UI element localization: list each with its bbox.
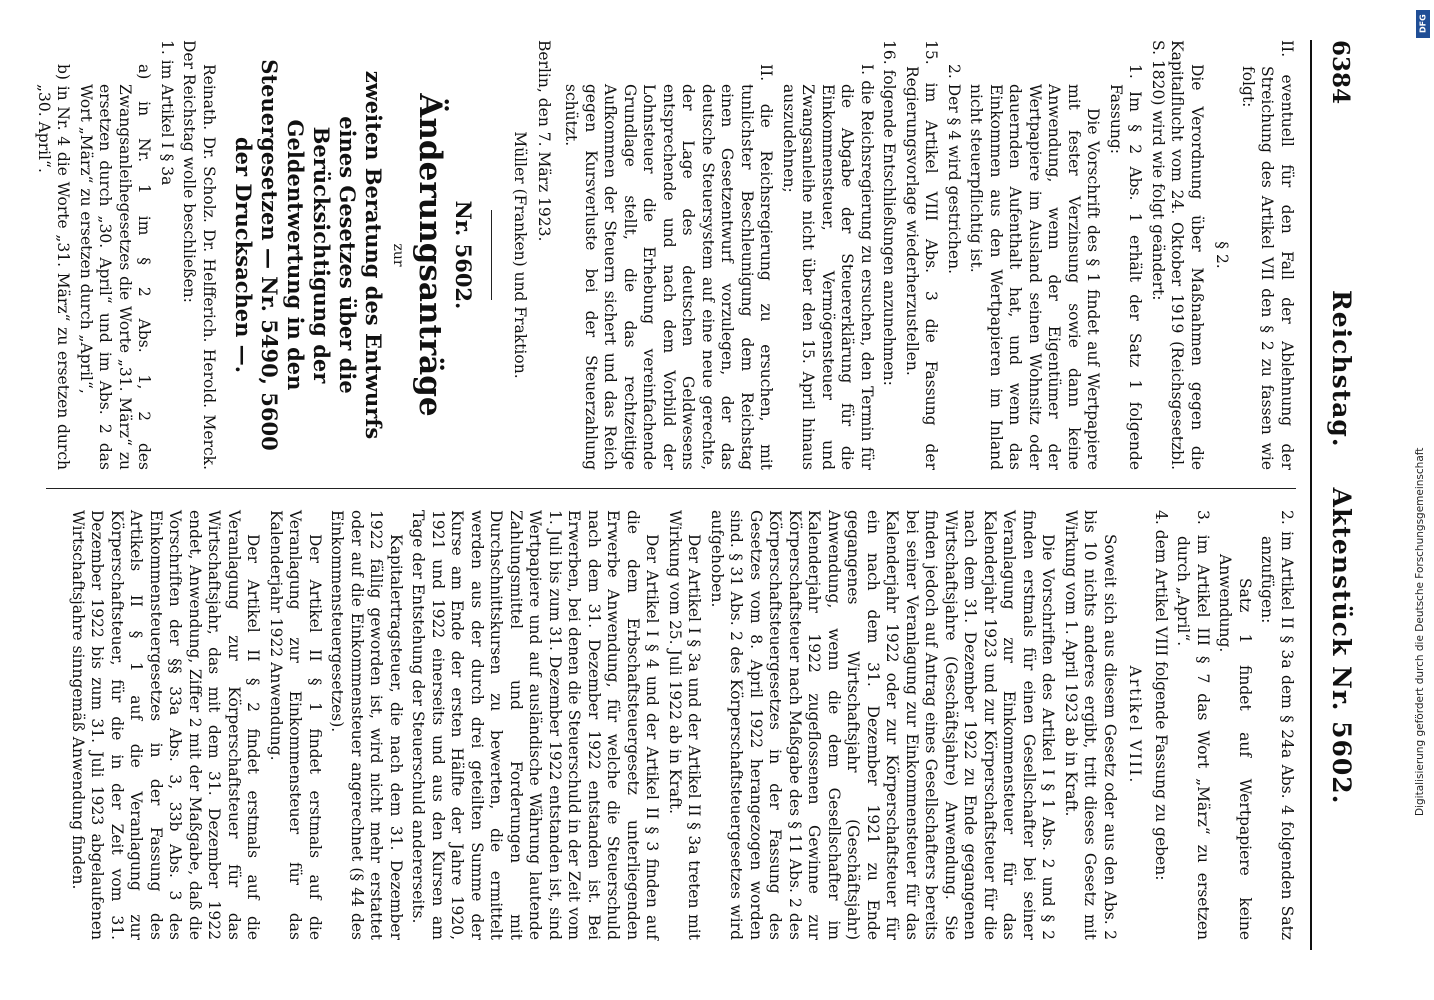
document-subtitle: zweiten Beratung des Entwurfs eines Gesetzes über die Berücksichtigung der Geldentwertung in den Steuergesetzen — Nr. 5490, 5600 der Drucksachen —. xyxy=(231,59,386,451)
column-divider xyxy=(46,488,1296,489)
page-header xyxy=(1310,40,1362,950)
left-column xyxy=(26,40,1296,470)
motion-intro: Reinath. Dr. Scholz. Dr. Helfferich. Herold. Merck. Der Reichstag wolle beschließen: xyxy=(180,40,218,470)
separator-rule xyxy=(491,210,492,300)
amendment-item: 4. dem Artikel VIII folgende Fassung zu geben: xyxy=(1152,510,1170,881)
document-title: Änderungsanträge xyxy=(412,93,449,417)
right-column xyxy=(26,510,1296,940)
page-number: 6384 xyxy=(1327,40,1354,105)
digitization-credit: Digitalisierung gefördert durch die Deutsche Forschungsgemeinschaft xyxy=(1414,447,1426,816)
article-paragraph: Kapitalertragsteuer, die nach dem 31. Dezember 1922 fällig geworden ist, wird nicht mehr erstattet oder auf die Einkommensteuer angerechnet (§ 44 des Einkommensteuergesetzes). xyxy=(328,510,405,940)
amendment-item: 16. folgende Entschließungen anzunehmen: xyxy=(880,40,899,386)
resolution-item: II. die Reichsregierung zu ersuchen, mit tunlichster Beschleunigung dem Reichstag einen Gesetzentwurf vorzulegen, der das deutsche Steuersystem auf eine neue gerechte, der Lage des deutschen Geldwesens entsprechende und nach dem Vorbild der Lohnsteuer die Erhebung vereinfachende Grundlage stellt, die das rechtzeitige Aufkommen der Steuern sichert und das Reich gegen Kursverluste bei der Steuerzahlung schützt. xyxy=(562,64,776,470)
amendment-item: 15. im Artikel VIII Abs. 3 die Fassung der Regierungsvorlage wiederherzustellen. xyxy=(903,40,941,470)
digitization-note xyxy=(1414,6,1434,996)
section-heading: § 2. xyxy=(1213,241,1232,269)
document-number: Aktenstück Nr. 5602. xyxy=(1327,487,1356,805)
motion-subitem: a) in Nr. 1 im § 2 Abs. 1, 2 des Zwangsanleihegesetzes die Worte „31. März“ zu ersetzen durch „30. April“ und im Abs. 2 das Wort „März“ zu ersetzen durch „April“, xyxy=(77,64,154,470)
motion-item: 1. im Artikel I § 3a xyxy=(158,40,176,186)
journal-title: Reichstag. xyxy=(1327,290,1356,448)
amendment-quote: Die Vorschrift des § 1 findet auf Wertpapiere mit fester Verzinsung sowie dann keine Anwendung, wenn der Eigentümer der Wertpapiere im Ausland seinen Wohnsitz oder dauernden Aufenthalt hat, und wenn das Einkommen aus den Wertpapieren im Inland nicht steuerpflichtig ist. xyxy=(967,84,1103,470)
article-paragraph: Die Vorschriften des Artikel I § 1 Abs. 2 und § 2 finden erstmals für einen Gesellschafter bei seiner Veranlagung zur Einkommensteuer für das Kalenderjahr 1923 und zur Körperschaftsteuer für die nach dem 31. Dezember 1922 zu Ende gegangenen Wirtschaftsjahre (Geschäftsjahre) Anwendung. Sie finden jedoch auf Antrag eines Gesellschafters bereits bei seiner Veranlagung zur Einkommensteuer für das Kalenderjahr 1922 oder zur Körperschaftsteuer für ein nach dem 31. Dezember 1921 zu Ende gegangenes Wirtschaftsjahr (Geschäftsjahr) Anwendung, wenn die dem Gesellschafter im Kalenderjahr 1922 zugeflossenen Gewinne zur Körperschaftsteuer nach Maßgabe des § 11 Abs. 2 des Körperschaftsteuergesetzes in der Fassung des Gesetzes vom 8. April 1922 herangezogen worden sind. § 31 Abs. 2 des Körperschaftsteuergesetzes wird aufgehoben. xyxy=(708,510,1058,940)
amendment-item: 3. im Artikel III § 7 das Wort „März“ zu ersetzen durch „April“. xyxy=(1174,510,1212,940)
article-heading: Artikel VIII. xyxy=(1126,665,1145,785)
document-number-heading: Nr. 5602. xyxy=(451,200,476,310)
resolution-item: I. die Reichsregierung zu ersuchen, den Termin für die Abgabe der Steuererklärung für die Einkommensteuer, Vermögensteuer und Zwangsanleihe nicht über den 15. April hinaus auszudehnen; xyxy=(780,64,876,470)
section-text: Die Verordnung über Maßnahmen gegen die Kapitalflucht vom 24. Oktober 1919 (Reichsgesetzbl. S. 1820) wird wie folgt geändert: xyxy=(1149,40,1206,470)
dfg-logo-icon: DFG xyxy=(1416,10,1430,38)
document-connector: zur xyxy=(390,243,407,267)
amendment-item: 2. im Artikel II § 3a dem § 24a Abs. 4 folgenden Satz anzufügen: xyxy=(1258,510,1296,940)
signature: Müller (Franken) und Fraktion. xyxy=(511,131,530,379)
article-paragraph: Der Artikel II § 2 findet erstmals auf die Veranlagung zur Körperschaftsteuer für das Wirtschaftsjahr, das mit dem 31. Dezember 1922 endet, Anwendung, Ziffer 2 mit der Maßgabe, daß die Vorschriften der §§ 33a Abs. 3, 33b Abs. 3 des Einkommensteuergesetzes in der Fassung des Artikels II § 1 auf die Veranlagung zur Körperschaftsteuer, für die in der Zeit vom 31. Dezember 1922 bis zum 31. Juli 1923 abgelaufenen Wirtschaftsjahre sinngemäß Anwendung finden. xyxy=(69,510,263,940)
date-line: Berlin, den 7. März 1923. xyxy=(535,40,553,242)
article-paragraph: Soweit sich aus diesem Gesetz oder aus den Abs. 2 bis 10 nichts anderes ergibt, tritt dieses Gesetz mit Wirkung vom 1. April 1923 ab in Kraft. xyxy=(1062,510,1119,940)
article-paragraph: Der Artikel II § 1 findet erstmals auf die Veranlagung zur Einkommensteuer für das Kalenderjahr 1922 Anwendung. xyxy=(267,510,324,940)
article-paragraph: Der Artikel I § 3a und der Artikel II § 3a treten mit Wirkung vom 25. Juli 1922 ab in Kraft. xyxy=(666,510,704,940)
amendment-item: 2. Der § 4 wird gestrichen. xyxy=(945,64,963,274)
article-paragraph: Der Artikel I § 4 und der Artikel II § 3 finden auf die dem Erbschaftsteuergesetz unterliegenden Erwerbe Anwendung, für welche die Steuerschuld nach dem 31. Dezember 1922 entstanden ist. Bei Erwerben, bei denen die Steuerschuld in der Zeit vom 1. Juli bis zum 31. Dezember 1922 entstanden ist, sind Wertpapiere und auf ausländische Währung lautende Zahlungsmittel und Forderungen mit Durchschnittskursen zu bewerten, die ermittelt werden aus der durch drei geteilten Summe der Kurse am Ende der ersten Hälfte der Jahre 1920, 1921 und 1922 einerseits und aus den Kursen am Tage der Entstehung der Steuerschuld andererseits. xyxy=(409,510,662,940)
amendment-quote: Satz 1 findet auf Wertpapiere keine Anwendung. xyxy=(1216,554,1254,940)
amendment-item: 1. Im § 2 Abs. 1 erhält der Satz 1 folgende Fassung: xyxy=(1107,64,1145,470)
running-head xyxy=(1327,290,1356,804)
paragraph-ii: II. eventuell für den Fall der Ablehnung der Streichung des Artikel VII den § 2 zu fassen wie folgt: xyxy=(1239,40,1296,470)
motion-subitem: b) in Nr. 4 die Worte „31. März“ zu ersetzen durch „30. April“. xyxy=(35,64,73,470)
